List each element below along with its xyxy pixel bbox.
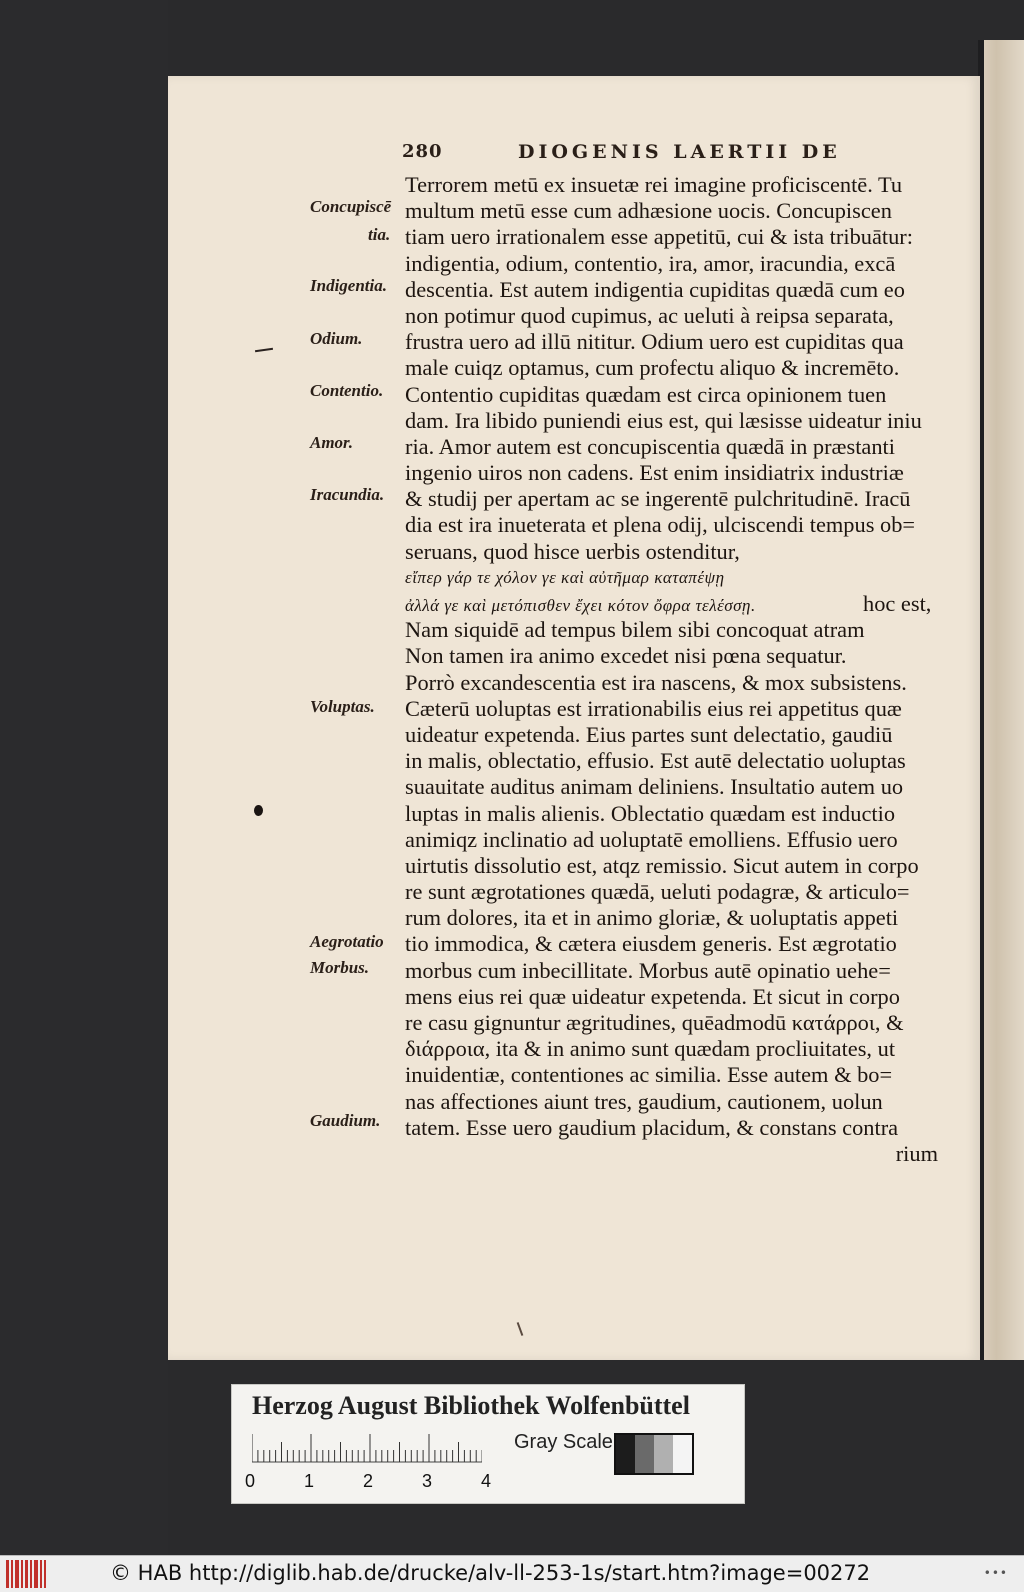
text-line: suauitate auditus animam deliniens. Insultatio autem uo [405,774,904,800]
library-name: Herzog August Bibliothek Wolfenbüttel [252,1391,690,1420]
text-line: tiam uero irrationalem esse appetitū, cui & ista tribuātur: [405,224,913,250]
gray-swatch-dark [635,1435,654,1473]
footer-bar [0,1555,1024,1592]
text-line: mens eius rei quæ uideatur expetenda. Et sicut in corpo [405,983,900,1009]
ruler-number: 4 [481,1471,492,1491]
text-line: uideatur expetenda. Eius partes sunt delectatio, gaudiū [405,721,893,747]
page-edge-right [978,40,1024,1360]
text-line: seruans, quod hisce uerbis ostenditur, [405,538,740,564]
text-line: in malis, oblectatio, effusio. Est autē delectatio uoluptas [405,748,906,774]
ink-mark-dot [254,805,263,816]
text-line: non potimur quod cupimus, ac ueluti à reipsa separata, [405,302,894,328]
margin-note-iracundia: Iracundia. [310,485,385,504]
gray-scale-label: Gray Scale [514,1431,613,1453]
text-line: re casu gignuntur ægritudines, quēadmodū κατάρροι, & [405,1010,904,1035]
page-number: 280 [402,141,443,162]
margin-note-odium: Odium. [310,329,363,348]
text-line: rum dolores, ita et in animo gloriæ, & uoluptatis appeti [405,905,899,931]
text-line: tatem. Esse uero gaudium placidum, & constans contra [405,1114,899,1140]
text-line: διάρροια, ita & in animo sunt quædam procliuitates, ut [405,1036,896,1062]
text-line: male cuiqz optamus, cum profectu aliquo & incremēto. [405,355,900,381]
text-line: multum metū esse cum adhæsione uocis. Concupiscen [405,198,892,224]
ruler-number: 2 [363,1471,374,1491]
text-line: dam. Ira libido puniendi eius est, qui læsisse uideatur iniu [405,407,922,433]
margin-note-concupiscentia-cont: tia. [368,225,391,244]
library-label-card [231,1384,745,1504]
running-title: DIOGENIS LAERTII DE [518,141,841,163]
margin-note-contentio: Contentio. [310,381,384,400]
scan-background-left [0,0,168,1555]
margin-note-gaudium: Gaudium. [310,1111,381,1130]
text-line: ingenio uiros non cadens. Est enim insidiatrix industriæ [405,460,904,486]
text-line: Porrò excandescentia est ira nascens, & mox subsistens. [405,669,907,695]
gray-scale-swatches [614,1433,694,1475]
text-line: uirtutis dissolutio est, atqz remissio. Sicut autem in corpo [405,852,919,878]
more-icon: ••• [983,1566,1008,1580]
text-line: indigentia, odium, contentio, ira, amor, iracundia, excā [405,250,896,276]
ruler-number: 0 [245,1471,256,1491]
gray-swatch-white [673,1435,692,1473]
text-line: inuidentiæ, contentiones ac similia. Esse autem & bo= [405,1062,893,1088]
text-line: re sunt ægrotationes quædā, ueluti podagræ, & articulo= [405,879,910,905]
margin-note-voluptas: Voluptas. [310,697,375,716]
text-line: Non tamen ira animo excedet nisi pœna sequatur. [405,643,847,669]
text-line: tio immodica, & cætera eiusdem generis. Est ægrotatio [405,931,897,957]
catchword: rium [895,1140,938,1166]
greek-verse-line: εἴπερ γάρ τε χόλον γε καὶ αὐτῆμαρ καταπέψῃ [405,567,725,587]
ruler-number: 1 [304,1471,315,1491]
margin-note-concupiscentia: Concupiscē [310,197,392,216]
text-line: nas affectiones aiunt tres, gaudium, cautionem, uolun [405,1088,883,1114]
greek-verse-line: ἀλλά γε καὶ μετόπισθεν ἔχει κότον ὄφρα τελέσσῃ. [405,596,756,615]
text-line: Cæterū uoluptas est irrationabilis eius rei appetitus quæ [405,695,902,721]
gray-swatch-black [616,1435,635,1473]
footer-url-text[interactable]: © HAB http://diglib.hab.de/drucke/alv-ll-253-1s/start.htm?image=00272 [110,1561,871,1585]
body-text [405,172,950,1167]
gray-swatch-mid [654,1435,673,1473]
barcode-icon [6,1560,46,1588]
text-line: luptas in malis alienis. Oblectatio quædam est inductio [405,800,896,826]
margin-note-amor: Amor. [310,433,353,452]
text-line: dia est ira inueterata et plena odij, ulciscendi tempus ob= [405,512,916,538]
text-line: Terrorem metū ex insuetæ rei imagine proficiscentē. Tu [405,172,903,197]
text-line: morbus cum inbecillitate. Morbus autē opinatio uehe= [405,957,891,983]
ruler-number: 3 [422,1471,433,1491]
greek-verse-row [405,591,950,617]
text-line: frustra uero ad illū nititur. Odium uero est cupiditas qua [405,329,904,355]
measurement-ruler [252,1433,482,1463]
text-line: animiqz inclinatio ad uoluptatē emolliens. Effusio uero [405,826,898,852]
text-line: descentia. Est autem indigentia cupiditas quædā cum eo [405,276,905,302]
margin-note-aegrotatio: Aegrotatio [310,932,384,951]
hoc-est-text: hoc est, [863,591,932,616]
text-line: ria. Amor autem est concupiscentia quædā in præstanti [405,433,895,459]
margin-note-morbus: Morbus. [310,958,370,977]
text-line: Contentio cupiditas quædam est circa opinionem tuen [405,381,887,407]
text-line: & studij per apertam ac se ingerentē pulchritudinē. Iracū [405,486,911,512]
page-header [402,141,942,167]
margin-note-indigentia: Indigentia. [310,276,387,295]
text-line: Nam siquidē ad tempus bilem sibi concoquat atram [405,617,865,643]
